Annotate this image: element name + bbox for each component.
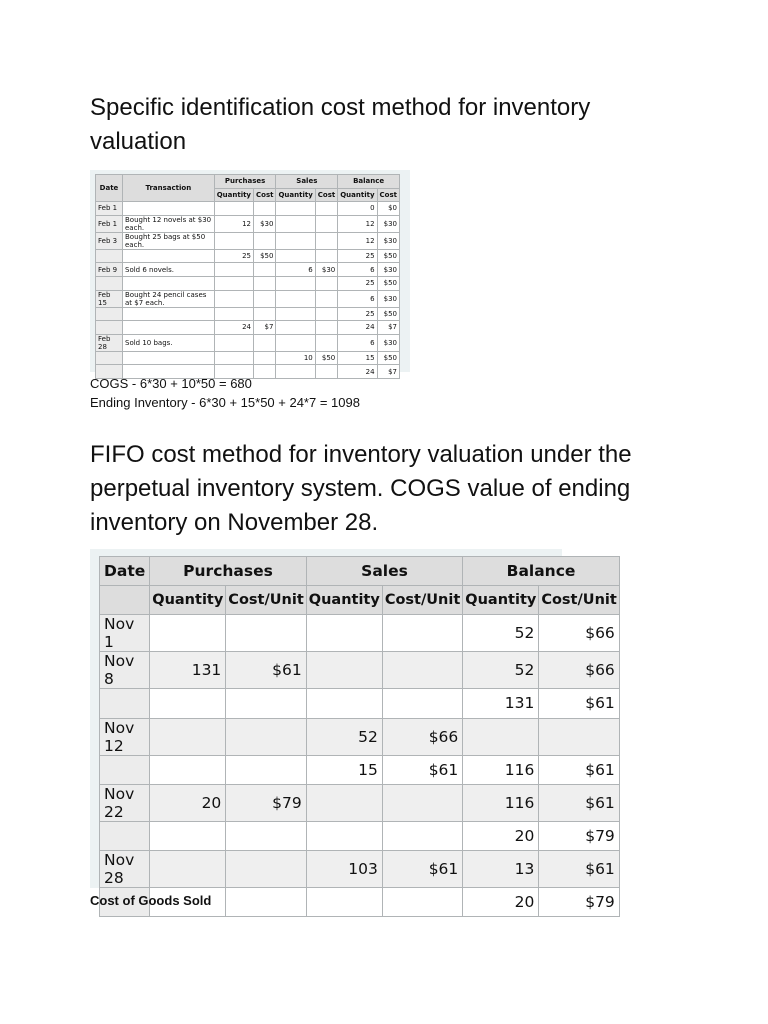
table-cell: 24 <box>214 321 253 335</box>
table-cell: Nov 1 <box>100 615 150 652</box>
table-cell: 15 <box>338 351 377 365</box>
table-row <box>100 755 620 784</box>
table-cell: Bought 12 novels at $30 each. <box>123 215 215 232</box>
table-cell: 10 <box>276 351 315 365</box>
table-cell <box>214 263 253 277</box>
table-cell <box>276 215 315 232</box>
table-cell <box>382 887 462 916</box>
table-cell <box>254 276 276 290</box>
table-cell <box>306 652 382 689</box>
section1-heading: Specific identification cost method for inventory valuation <box>90 94 591 155</box>
table-cell <box>150 718 226 755</box>
table-cell: $66 <box>539 652 619 689</box>
table-cell <box>226 850 306 887</box>
table-cell <box>226 689 306 718</box>
table-cell <box>226 615 306 652</box>
subheader-sales-cost-unit: Cost/Unit <box>382 586 462 615</box>
table-cell <box>276 290 315 307</box>
col-header-purchases: Purchases <box>214 175 276 189</box>
table-cell <box>226 821 306 850</box>
table-row <box>96 351 400 365</box>
table-cell <box>96 249 123 263</box>
table-cell: Nov 12 <box>100 718 150 755</box>
table-cell: 13 <box>463 850 539 887</box>
table-cell <box>315 232 337 249</box>
table-cell <box>123 202 215 216</box>
table-cell <box>123 321 215 335</box>
table-cell: $61 <box>539 784 619 821</box>
table-cell: 25 <box>214 249 253 263</box>
table-cell <box>254 351 276 365</box>
table-cell: Feb 28 <box>96 334 123 351</box>
table-cell: $61 <box>382 850 462 887</box>
table-cell: $30 <box>377 334 399 351</box>
table-cell <box>276 249 315 263</box>
table-row <box>100 652 620 689</box>
table-cell: $30 <box>315 263 337 277</box>
table-cell: 52 <box>463 652 539 689</box>
table-cell <box>226 755 306 784</box>
table-cell <box>276 232 315 249</box>
table-row <box>96 334 400 351</box>
specific-id-table-frame <box>90 170 410 376</box>
table-cell <box>276 321 315 335</box>
subheader-empty <box>100 586 150 615</box>
col-header-date: Date <box>96 175 123 202</box>
table-cell <box>214 276 253 290</box>
table-cell: 116 <box>463 755 539 784</box>
table-cell: $7 <box>254 321 276 335</box>
table-cell <box>463 718 539 755</box>
table-cell: 25 <box>338 276 377 290</box>
table-cell: Feb 1 <box>96 202 123 216</box>
ending-inventory-note: Ending Inventory - 6*30 + 15*50 + 24*7 = 1098 <box>90 395 360 410</box>
specific-id-table <box>95 174 400 379</box>
subheader-balance-quantity: Quantity <box>463 586 539 615</box>
table-cell: $61 <box>539 755 619 784</box>
table-cell <box>315 249 337 263</box>
table-cell <box>150 821 226 850</box>
table-cell: 6 <box>338 263 377 277</box>
table-cell <box>226 718 306 755</box>
subheader-balance-cost: Cost <box>377 188 399 202</box>
table-cell <box>315 365 337 379</box>
table-cell <box>96 307 123 321</box>
subheader-sales-quantity: Quantity <box>306 586 382 615</box>
table-cell <box>315 276 337 290</box>
table-cell <box>382 821 462 850</box>
section2-heading: FIFO cost method for inventory valuation under the perpetual inventory system. COGS value of ending inventory on November 28. <box>90 441 632 536</box>
table-cell <box>315 215 337 232</box>
table-cell: 20 <box>150 784 226 821</box>
table-row <box>96 249 400 263</box>
table-cell <box>150 689 226 718</box>
cogs-caption: Cost of Goods Sold <box>90 893 212 908</box>
table-cell <box>306 615 382 652</box>
table-cell: Nov 8 <box>100 652 150 689</box>
table-cell: 52 <box>463 615 539 652</box>
table-cell <box>100 689 150 718</box>
table-cell <box>254 232 276 249</box>
table-row <box>100 615 620 652</box>
table-cell: 24 <box>338 365 377 379</box>
table-cell: $50 <box>377 351 399 365</box>
table-cell <box>254 263 276 277</box>
table-cell: 6 <box>276 263 315 277</box>
table-cell <box>100 821 150 850</box>
table-cell <box>315 321 337 335</box>
table-cell: 116 <box>463 784 539 821</box>
table-cell: $50 <box>254 249 276 263</box>
table-cell: $50 <box>377 249 399 263</box>
table-cell <box>214 290 253 307</box>
table-cell <box>254 202 276 216</box>
table-cell: 6 <box>338 334 377 351</box>
table-cell <box>382 784 462 821</box>
table-row <box>96 276 400 290</box>
table-cell: $79 <box>539 821 619 850</box>
col-header-sales: Sales <box>276 175 338 189</box>
fifo-table-body <box>100 615 620 917</box>
subheader-purchases-quantity: Quantity <box>150 586 226 615</box>
col-header-sales: Sales <box>306 557 463 586</box>
table-cell: $0 <box>377 202 399 216</box>
table-cell: 20 <box>463 821 539 850</box>
table-row <box>96 307 400 321</box>
table-cell: 12 <box>338 232 377 249</box>
table-cell: $61 <box>382 755 462 784</box>
table-cell: $30 <box>254 215 276 232</box>
table-cell <box>539 718 619 755</box>
col-header-balance: Balance <box>463 557 620 586</box>
table-cell: 6 <box>338 290 377 307</box>
table-cell <box>100 755 150 784</box>
table-cell: 103 <box>306 850 382 887</box>
table-cell <box>276 334 315 351</box>
table-cell: $66 <box>382 718 462 755</box>
table-row <box>96 215 400 232</box>
table-cell: 131 <box>463 689 539 718</box>
table-cell <box>276 307 315 321</box>
table-cell <box>382 615 462 652</box>
col-header-purchases: Purchases <box>150 557 307 586</box>
table-cell <box>214 202 253 216</box>
table-row <box>100 718 620 755</box>
table-cell <box>96 321 123 335</box>
table-cell <box>123 276 215 290</box>
cogs-note: COGS - 6*30 + 10*50 = 680 <box>90 376 252 391</box>
table-cell: Sold 10 bags. <box>123 334 215 351</box>
table-cell: 131 <box>150 652 226 689</box>
table-cell: $61 <box>539 850 619 887</box>
table-cell: Feb 15 <box>96 290 123 307</box>
table-cell <box>315 202 337 216</box>
table-cell: Feb 9 <box>96 263 123 277</box>
table-cell: 15 <box>306 755 382 784</box>
table-cell <box>96 276 123 290</box>
table-cell: $30 <box>377 290 399 307</box>
table-cell <box>214 232 253 249</box>
table-cell: Nov 22 <box>100 784 150 821</box>
table-cell <box>150 615 226 652</box>
table-cell: $66 <box>539 615 619 652</box>
table-cell <box>276 276 315 290</box>
subheader-purchases-cost: Cost <box>254 188 276 202</box>
table-cell: $30 <box>377 232 399 249</box>
table-cell: $61 <box>226 652 306 689</box>
table-cell: 52 <box>306 718 382 755</box>
table-cell <box>306 689 382 718</box>
subheader-balance-quantity: Quantity <box>338 188 377 202</box>
table-cell <box>123 307 215 321</box>
table-cell: Bought 24 pencil cases at $7 each. <box>123 290 215 307</box>
table-cell: 25 <box>338 307 377 321</box>
table-cell <box>306 821 382 850</box>
table-cell: Sold 6 novels. <box>123 263 215 277</box>
specific-id-table-body <box>96 202 400 379</box>
table-cell: Feb 3 <box>96 232 123 249</box>
table-cell: $50 <box>377 307 399 321</box>
table-cell <box>315 290 337 307</box>
table-cell <box>382 689 462 718</box>
table-cell: $7 <box>377 321 399 335</box>
table-row <box>96 263 400 277</box>
table-cell <box>306 784 382 821</box>
table-cell <box>96 351 123 365</box>
table-row <box>96 202 400 216</box>
table-cell: $30 <box>377 263 399 277</box>
table-cell: $50 <box>377 276 399 290</box>
col-header-date: Date <box>100 557 150 586</box>
table-cell <box>254 334 276 351</box>
table-cell <box>150 850 226 887</box>
table-row <box>100 821 620 850</box>
table-cell <box>150 755 226 784</box>
table-cell: 12 <box>214 215 253 232</box>
table-row <box>100 850 620 887</box>
table-cell <box>214 351 253 365</box>
table-cell: Bought 25 bags at $50 each. <box>123 232 215 249</box>
table-cell <box>254 290 276 307</box>
table-cell <box>226 887 306 916</box>
table-cell: 12 <box>338 215 377 232</box>
table-cell: 25 <box>338 249 377 263</box>
table-cell: 24 <box>338 321 377 335</box>
table-cell <box>276 202 315 216</box>
table-cell: 0 <box>338 202 377 216</box>
subheader-purchases-cost-unit: Cost/Unit <box>226 586 306 615</box>
subheader-balance-cost-unit: Cost/Unit <box>539 586 619 615</box>
table-cell <box>254 365 276 379</box>
table-cell <box>315 307 337 321</box>
table-cell <box>306 887 382 916</box>
table-cell <box>382 652 462 689</box>
table-cell <box>254 307 276 321</box>
subheader-purchases-quantity: Quantity <box>214 188 253 202</box>
table-row <box>96 321 400 335</box>
table-cell: $50 <box>315 351 337 365</box>
table-cell: $61 <box>539 689 619 718</box>
fifo-table <box>99 556 620 917</box>
table-cell <box>214 334 253 351</box>
table-cell <box>276 365 315 379</box>
table-cell: $79 <box>226 784 306 821</box>
col-header-transaction: Transaction <box>123 175 215 202</box>
table-cell: $30 <box>377 215 399 232</box>
table-cell <box>315 334 337 351</box>
table-row <box>100 689 620 718</box>
table-cell <box>123 249 215 263</box>
table-cell: Nov 28 <box>100 850 150 887</box>
table-cell <box>123 351 215 365</box>
table-row <box>96 290 400 307</box>
subheader-sales-quantity: Quantity <box>276 188 315 202</box>
table-cell: $7 <box>377 365 399 379</box>
table-row <box>100 784 620 821</box>
table-row <box>96 232 400 249</box>
table-cell: $79 <box>539 887 619 916</box>
subheader-sales-cost: Cost <box>315 188 337 202</box>
table-cell: Feb 1 <box>96 215 123 232</box>
col-header-balance: Balance <box>338 175 400 189</box>
table-cell: 20 <box>463 887 539 916</box>
table-cell <box>214 307 253 321</box>
